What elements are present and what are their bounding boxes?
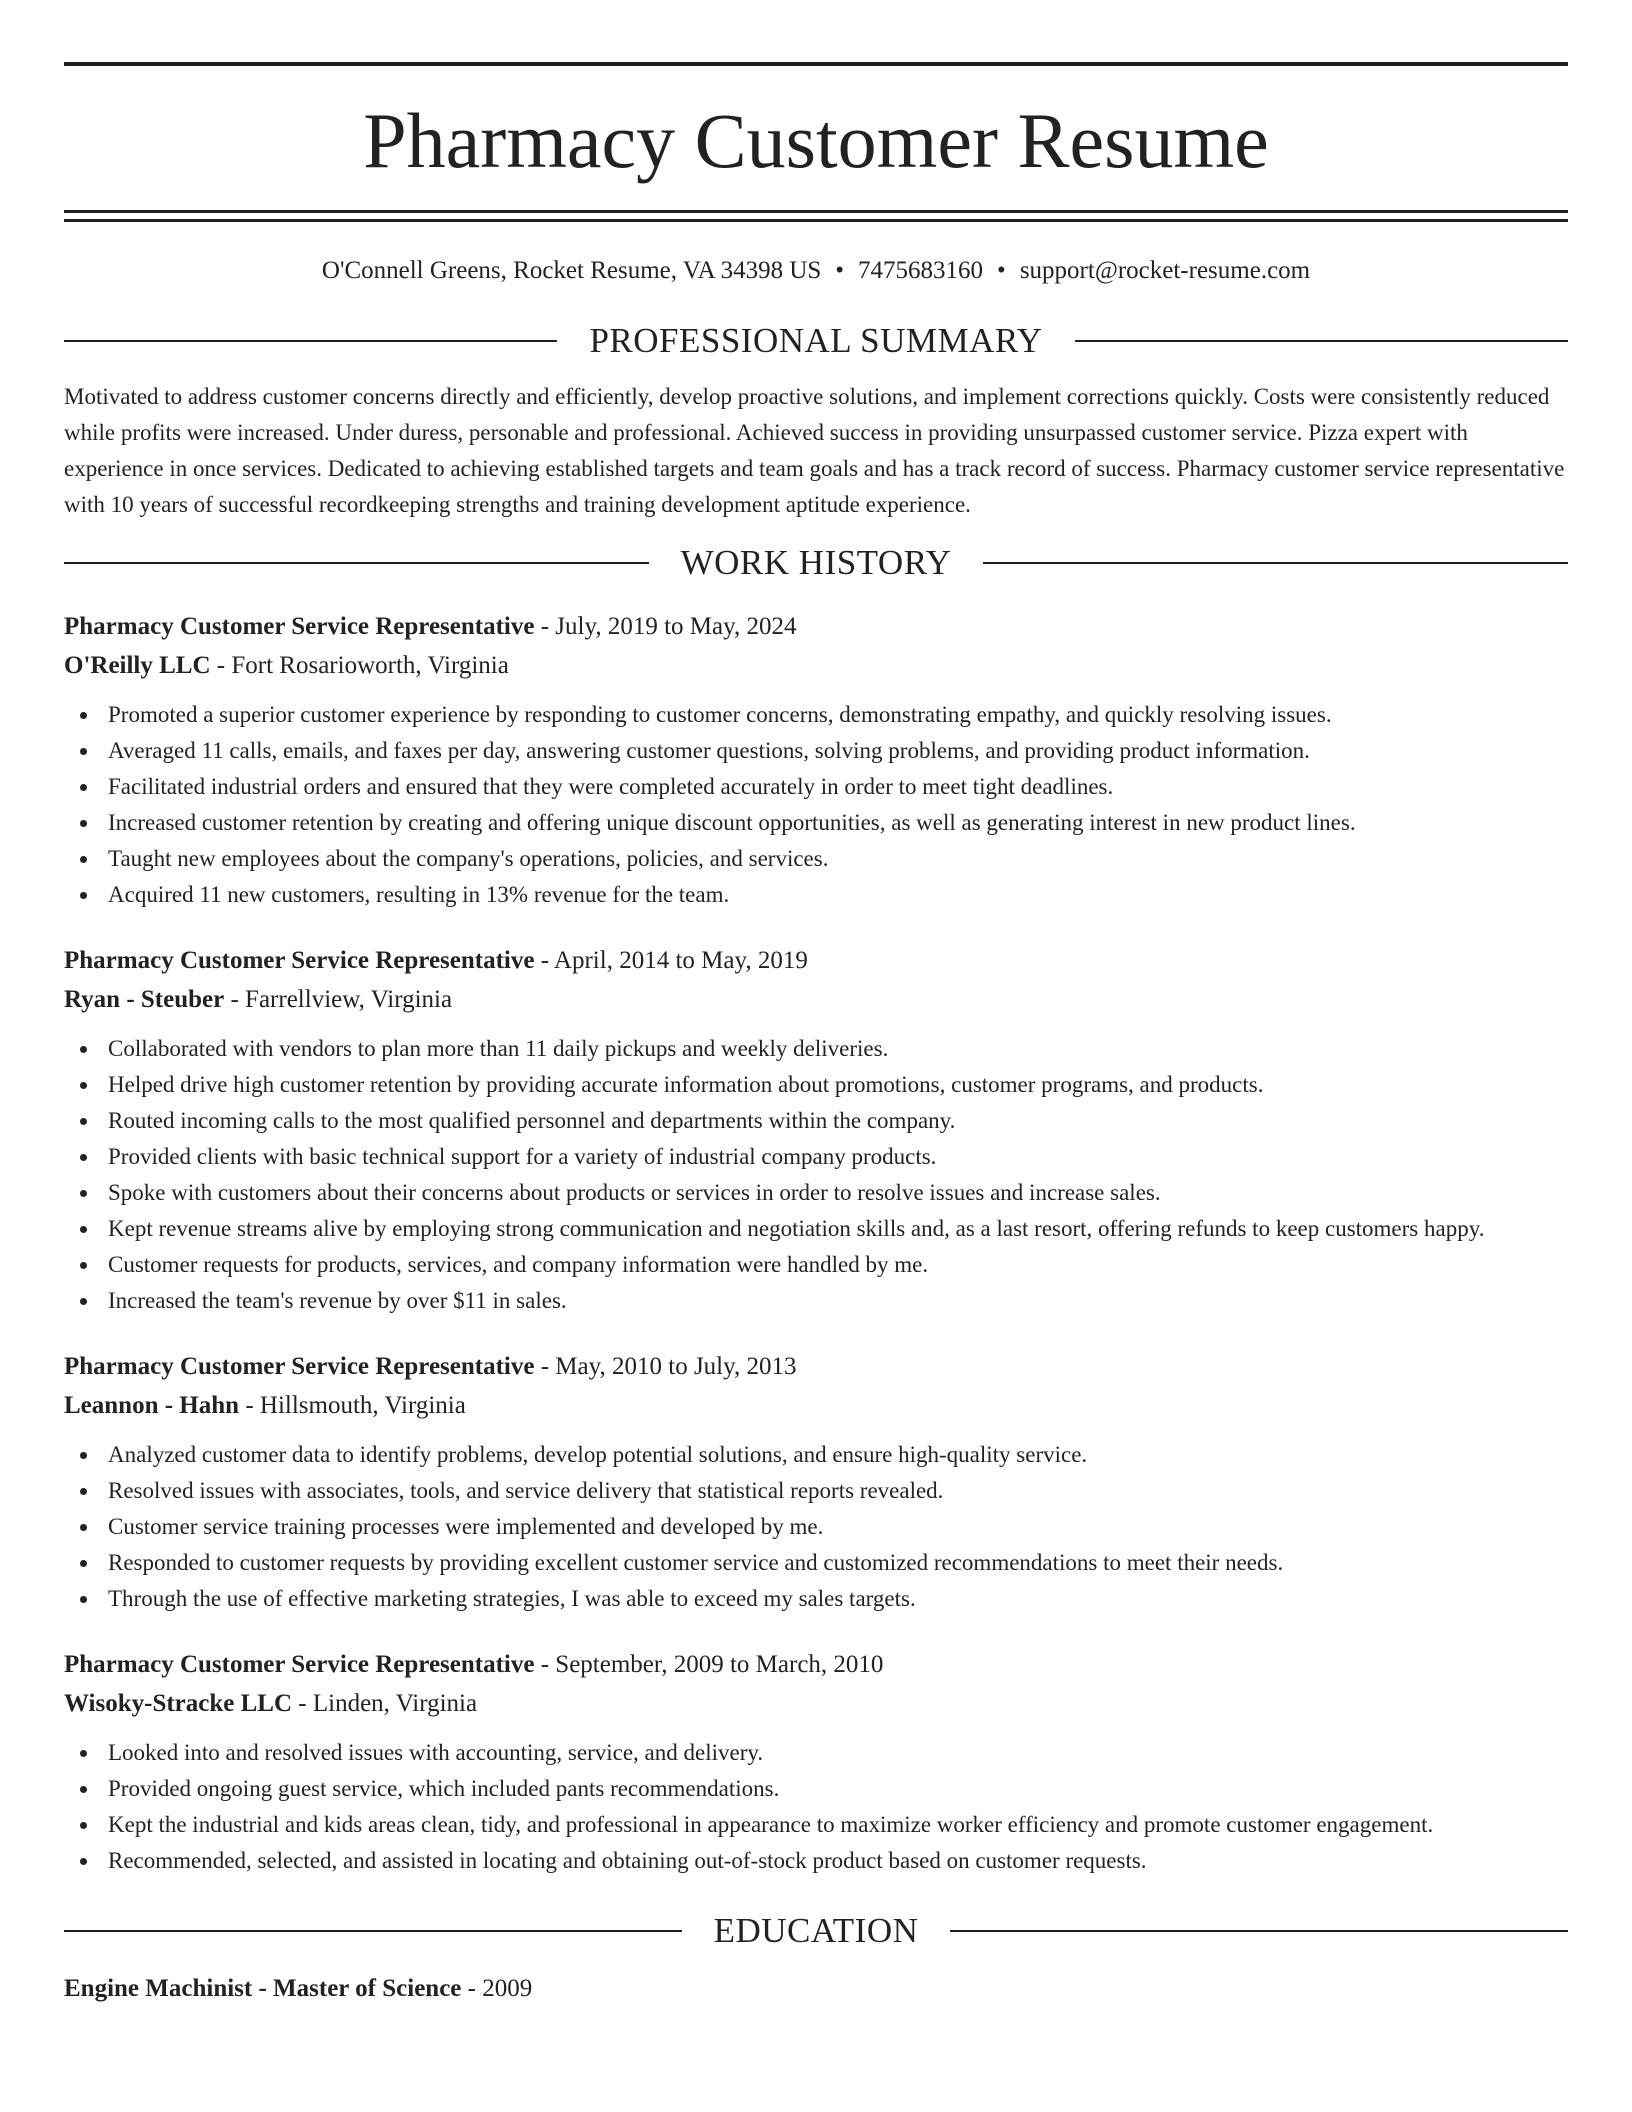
summary-heading-label: PROFESSIONAL SUMMARY bbox=[589, 321, 1043, 360]
top-rule bbox=[64, 62, 1568, 66]
education-entry bbox=[64, 1969, 1568, 2008]
job-bullet: Helped drive high customer retention by providing accurate information about promotions, customer programs, and products. bbox=[64, 1067, 1568, 1103]
summary-text: Motivated to address customer concerns directly and efficiently, develop proactive solutions, and implement corrections quickly. Costs were consistently reduced while profits were increased. Under duress, personable and professional. Achieved success in providing unsurpassed customer service. Pizza expert with experience in once services. Dedicated to achieving established targets and team goals and has a track record of success. Pharmacy customer service representative with 10 years of successful recordkeeping strengths and training development aptitude experience. bbox=[64, 384, 1565, 517]
job-company: Ryan - Steuber bbox=[64, 986, 225, 1013]
heading-rule-left bbox=[64, 562, 649, 564]
education-heading bbox=[64, 1911, 1568, 1951]
job-bullet-list bbox=[64, 1437, 1568, 1617]
job-dates: - May, 2010 to July, 2013 bbox=[534, 1353, 797, 1380]
job-dates: - April, 2014 to May, 2019 bbox=[534, 947, 808, 974]
summary-heading bbox=[64, 321, 1568, 361]
job-dates: - July, 2019 to May, 2024 bbox=[534, 613, 797, 640]
job-bullet-list bbox=[64, 1735, 1568, 1879]
work-history-heading bbox=[64, 543, 1568, 583]
title-rule-lower bbox=[64, 219, 1568, 222]
job-entry bbox=[64, 607, 1568, 913]
job-title-line bbox=[64, 607, 1568, 646]
job-bullet: Kept the industrial and kids areas clean, tidy, and professional in appearance to maximize worker efficiency and promote customer engagement. bbox=[64, 1807, 1568, 1843]
job-company-line bbox=[64, 1386, 1568, 1425]
job-bullet: Responded to customer requests by providing excellent customer service and customized recommendations to meet their needs. bbox=[64, 1545, 1568, 1581]
job-bullet: Facilitated industrial orders and ensured that they were completed accurately in order to meet tight deadlines. bbox=[64, 769, 1568, 805]
job-location: - Hillsmouth, Virginia bbox=[239, 1392, 466, 1419]
work-history-list bbox=[64, 607, 1568, 1879]
job-bullet: Provided clients with basic technical support for a variety of industrial company products. bbox=[64, 1139, 1568, 1175]
job-bullet: Resolved issues with associates, tools, and service delivery that statistical reports revealed. bbox=[64, 1473, 1568, 1509]
job-location: - Linden, Virginia bbox=[292, 1690, 478, 1717]
job-bullet: Customer service training processes were implemented and developed by me. bbox=[64, 1509, 1568, 1545]
job-company-line bbox=[64, 980, 1568, 1019]
job-bullet-list bbox=[64, 1031, 1568, 1319]
job-entry bbox=[64, 941, 1568, 1319]
job-bullet: Customer requests for products, services, and company information were handled by me. bbox=[64, 1247, 1568, 1283]
job-bullet: Acquired 11 new customers, resulting in 13% revenue for the team. bbox=[64, 877, 1568, 913]
job-bullet: Kept revenue streams alive by employing strong communication and negotiation skills and, as a last resort, offering refunds to keep customers happy. bbox=[64, 1211, 1568, 1247]
heading-rule-left bbox=[64, 340, 557, 342]
job-bullet: Looked into and resolved issues with accounting, service, and delivery. bbox=[64, 1735, 1568, 1771]
education-degree: Engine Machinist - Master of Science bbox=[64, 1975, 462, 2002]
job-location: - Farrellview, Virginia bbox=[224, 986, 453, 1013]
contact-address: O'Connell Greens, Rocket Resume, VA 34398 US bbox=[321, 257, 822, 284]
job-title: Pharmacy Customer Service Representative bbox=[64, 1651, 535, 1678]
job-company: O'Reilly LLC bbox=[64, 652, 211, 679]
resume-title: Pharmacy Customer Resume bbox=[363, 97, 1269, 184]
contact-line bbox=[64, 256, 1568, 286]
job-title-line bbox=[64, 1645, 1568, 1684]
heading-rule-right bbox=[983, 562, 1568, 564]
job-bullet: Averaged 11 calls, emails, and faxes per day, answering customer questions, solving problems, and providing product information. bbox=[64, 733, 1568, 769]
job-bullet: Promoted a superior customer experience by responding to customer concerns, demonstrating empathy, and quickly resolving issues. bbox=[64, 697, 1568, 733]
contact-phone: 7475683160 bbox=[858, 257, 984, 284]
work-history-heading-label: WORK HISTORY bbox=[680, 543, 952, 582]
heading-rule-right bbox=[1075, 340, 1568, 342]
job-bullet-list bbox=[64, 697, 1568, 913]
job-company-line bbox=[64, 646, 1568, 685]
title-rule-upper bbox=[64, 210, 1568, 213]
job-bullet: Increased customer retention by creating and offering unique discount opportunities, as well as generating interest in new product lines. bbox=[64, 805, 1568, 841]
job-location: - Fort Rosarioworth, Virginia bbox=[210, 652, 509, 679]
heading-rule-left bbox=[64, 1930, 682, 1932]
education-year: - 2009 bbox=[461, 1975, 533, 2002]
job-bullet: Routed incoming calls to the most qualified personnel and departments within the company. bbox=[64, 1103, 1568, 1139]
job-company: Wisoky-Stracke LLC bbox=[64, 1690, 293, 1717]
job-title: Pharmacy Customer Service Representative bbox=[64, 1353, 535, 1380]
job-entry bbox=[64, 1645, 1568, 1879]
job-bullet: Through the use of effective marketing strategies, I was able to exceed my sales targets. bbox=[64, 1581, 1568, 1617]
job-title-line bbox=[64, 1347, 1568, 1386]
job-bullet: Taught new employees about the company's operations, policies, and services. bbox=[64, 841, 1568, 877]
contact-separator: • bbox=[997, 257, 1006, 284]
job-dates: - September, 2009 to March, 2010 bbox=[534, 1651, 884, 1678]
job-bullet: Analyzed customer data to identify problems, develop potential solutions, and ensure high-quality service. bbox=[64, 1437, 1568, 1473]
job-bullet: Recommended, selected, and assisted in locating and obtaining out-of-stock product based on customer requests. bbox=[64, 1843, 1568, 1879]
job-entry bbox=[64, 1347, 1568, 1617]
job-bullet: Increased the team's revenue by over $11 in sales. bbox=[64, 1283, 1568, 1319]
contact-separator: • bbox=[835, 257, 845, 284]
heading-rule-right bbox=[950, 1930, 1568, 1932]
job-title-line bbox=[64, 941, 1568, 980]
job-bullet: Provided ongoing guest service, which included pants recommendations. bbox=[64, 1771, 1568, 1807]
job-bullet: Spoke with customers about their concerns about products or services in order to resolve issues and increase sales. bbox=[64, 1175, 1568, 1211]
education-heading-label: EDUCATION bbox=[713, 1911, 919, 1950]
contact-email: support@rocket-resume.com bbox=[1019, 257, 1311, 284]
job-title: Pharmacy Customer Service Representative bbox=[64, 613, 535, 640]
job-company: Leannon - Hahn bbox=[64, 1392, 240, 1419]
job-company-line bbox=[64, 1684, 1568, 1723]
job-bullet: Collaborated with vendors to plan more than 11 daily pickups and weekly deliveries. bbox=[64, 1031, 1568, 1067]
job-title: Pharmacy Customer Service Representative bbox=[64, 947, 535, 974]
resume-page bbox=[64, 62, 1568, 2008]
